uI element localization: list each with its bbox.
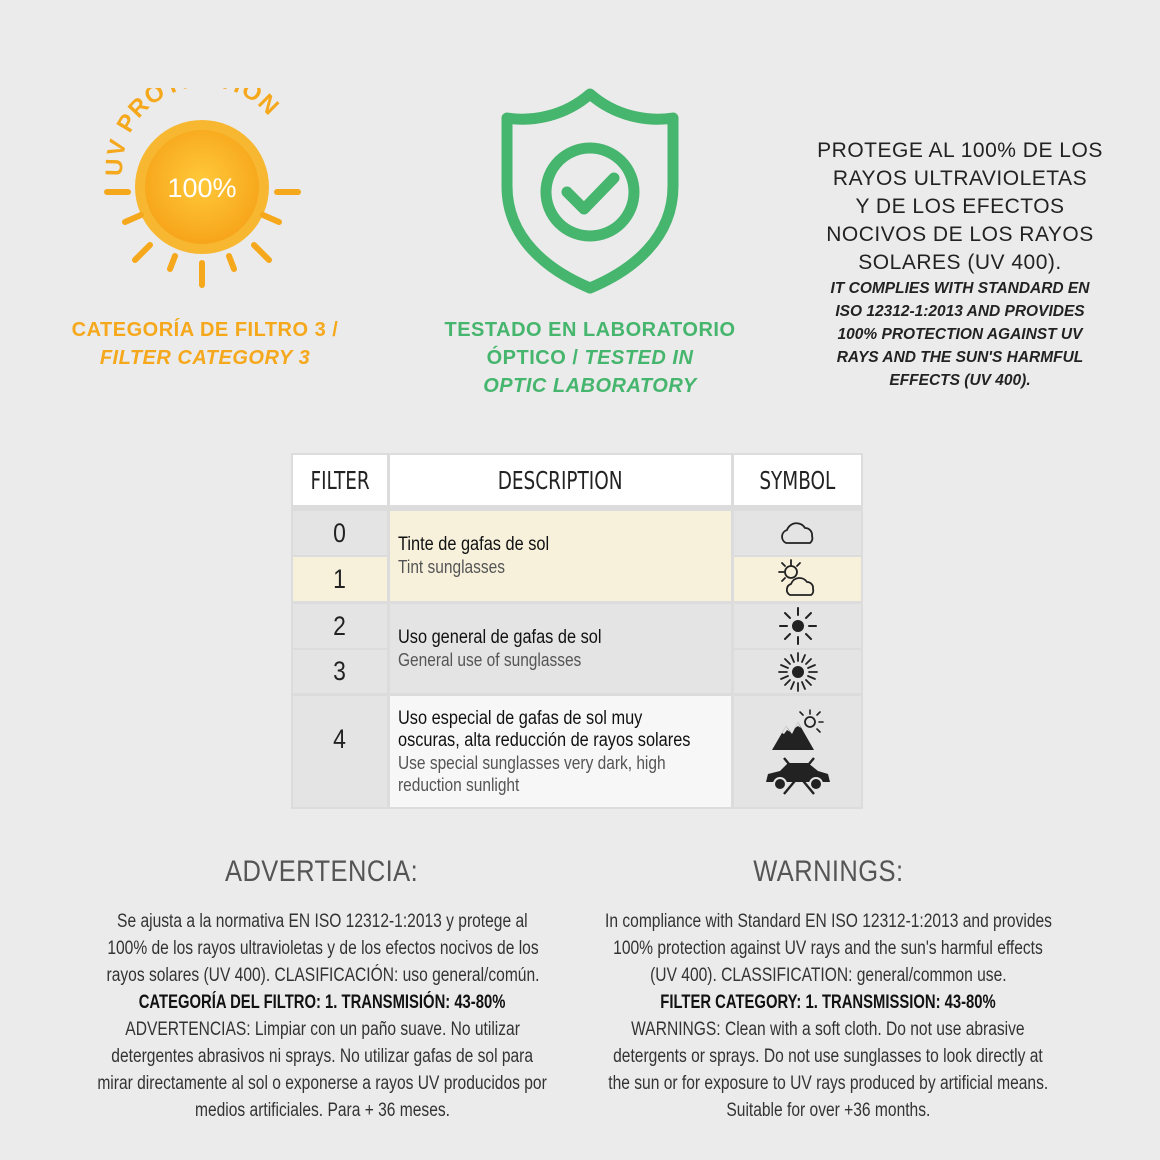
filter-4: 4 [293,696,387,807]
protect-en-line: RAYS AND THE SUN'S HARMFUL [836,349,1084,366]
protect-es-line: NOCIVOS DE LOS RAYOS [826,223,1094,246]
shield-caption-line3: OPTIC LABORATORY [483,375,697,397]
description-en: Tint sunglasses [398,557,505,577]
description-general [390,604,731,693]
warnings-es-body [40,908,605,1124]
header-symbol: SYMBOL [734,455,861,505]
protection-statement-en [805,277,1115,392]
warning-line: ADVERTENCIAS: Limpiar con un paño suave. No utilizar [125,1019,520,1040]
warning-line: Se ajusta a la normativa EN ISO 12312-1:2013 y protege al [117,911,528,932]
symbol-4 [734,696,861,807]
description-tint [390,511,731,601]
uv-caption-es: CATEGORÍA DE FILTRO 3 / [71,319,339,341]
warnings-en-body [548,908,1108,1124]
warning-line: mirar directamente al sol o exponerse a rayos UV producidos por [97,1073,548,1094]
warning-filter-category: CATEGORÍA DEL FILTRO: 1. TRANSMISIÓN: 43-80% [139,992,506,1013]
cloud-icon [776,517,820,549]
no-driving-icon [762,756,834,796]
protect-es-line: RAYOS ULTRAVIOLETAS [832,167,1088,190]
uv-center-text: 100% [167,173,237,203]
sun-behind-cloud-icon [774,558,822,600]
warnings-es-title: ADVERTENCIA: [225,855,419,888]
filter-2: 2 [293,604,387,648]
warning-line: 100% de los rayos ultravioletas y de los efectos nocivos de los [106,938,539,959]
warnings-en-title: WARNINGS: [752,855,904,888]
filter-1: 1 [293,557,387,601]
uv-protection-badge [95,88,310,303]
warning-line: 100% protection against UV rays and the sun's harmful effects [613,938,1043,959]
description-es: Uso especial de gafas de sol muy [398,707,643,729]
symbol-0 [734,511,861,555]
protect-es-line: PROTEGE AL 100% DE LOS [817,139,1103,162]
warning-line: WARNINGS: Clean with a soft cloth. Do not use abrasive [631,1019,1025,1040]
description-es: oscuras, alta reducción de rayos solares [398,729,691,751]
warning-line: (UV 400). CLASSIFICATION: general/common use. [649,965,1007,986]
mountain-sun-icon [770,708,826,752]
protect-en-line: IT COMPLIES WITH STANDARD EN [830,280,1090,297]
shield-check-icon [495,88,685,298]
symbol-2 [734,604,861,648]
protect-es-line: Y DE LOS EFECTOS [855,195,1065,218]
description-es: Uso general de gafas de sol [398,626,602,648]
filter-3: 3 [293,650,387,693]
protect-en-line: 100% PROTECTION AGAINST UV [837,326,1083,343]
symbol-3 [734,650,861,693]
description-en: General use of sunglasses [398,649,582,670]
warning-line: the sun or for exposure to UV rays produced by artificial means. [608,1073,1048,1094]
shield-caption [430,316,750,400]
protect-en-line: ISO 12312-1:2013 AND PROVIDES [835,303,1085,320]
shield-caption-line2-plain: ÓPTICO / [486,347,585,369]
header-filter: FILTER [293,455,387,505]
header-description: DESCRIPTION [390,455,731,505]
protection-statement [805,137,1115,392]
sun-icon [777,605,819,647]
symbol-1 [734,557,861,601]
shield-caption-line2-italic: TESTED IN [584,347,694,369]
protect-en-line: EFFECTS (UV 400). [889,372,1031,389]
uv-arc-text: UV PRO ON [101,88,285,177]
warning-line: detergents or sprays. Do not use sunglasses to look directly at [613,1046,1043,1067]
uv-caption-en: FILTER CATEGORY 3 [99,347,311,369]
description-special [390,696,731,807]
warning-line: medios artificiales. Para + 36 meses. [194,1100,451,1121]
warning-filter-category: FILTER CATEGORY: 1. TRANSMISSION: 43-80% [660,992,996,1013]
description-es: Tinte de gafas de sol [398,534,550,555]
protect-es-line: SOLARES (UV 400). [858,251,1062,274]
filter-0: 0 [293,511,387,555]
warning-line: In compliance with Standard EN ISO 12312-1:2013 and provides [604,911,1052,932]
bright-sun-icon [776,651,820,693]
sun-icon [95,88,310,303]
description-en: reduction sunlight [398,774,520,795]
description-en: Use special sunglasses very dark, high [398,752,666,773]
warning-line: rayos solares (UV 400). CLASIFICACIÓN: uso general/común. [106,965,539,986]
shield-badge [495,88,685,298]
warning-line: Suitable for over +36 months. [726,1100,930,1121]
shield-caption-line2 [430,344,750,372]
filter-table [291,453,863,809]
shield-caption-line1: TESTADO EN LABORATORIO [444,319,736,341]
protection-statement-es [805,137,1115,277]
uv-caption [40,316,370,372]
warning-line: detergentes abrasivos ni sprays. No utilizar gafas de sol para [111,1046,534,1067]
